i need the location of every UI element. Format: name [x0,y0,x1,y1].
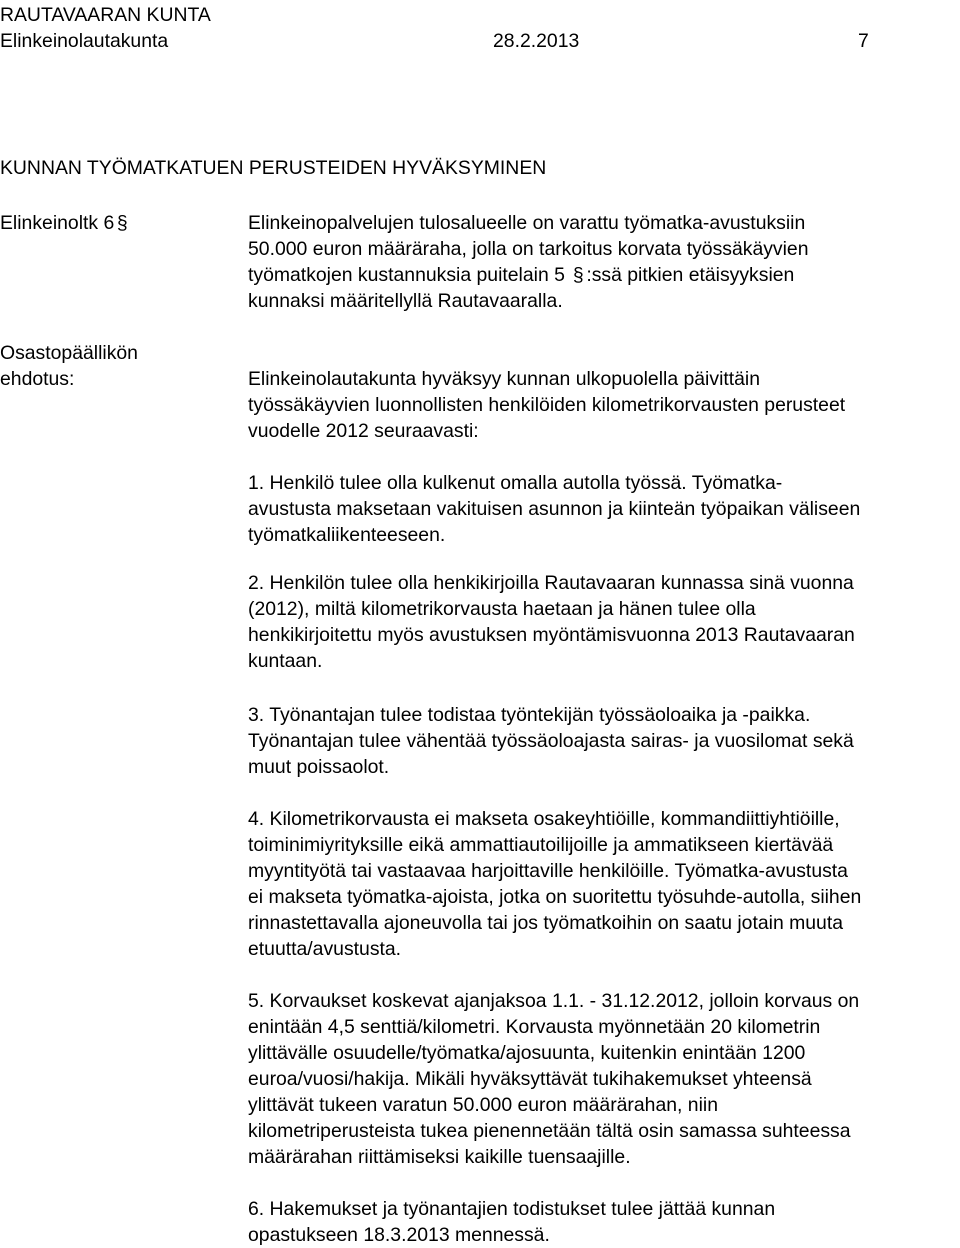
proposal-line: Elinkeinolautakunta hyväksyy kunnan ulkopuolella päivittäin [248,368,761,390]
section-symbol: § [116,212,128,234]
criteria-item-6 [248,1196,960,1248]
item-line: 1. Henkilö tulee olla kulkenut omalla autolla työssä. Työmatka- [248,472,783,494]
item-line: 2. Henkilön tulee olla henkikirjoilla Rautavaaran kunnassa sinä vuonna [248,572,854,594]
page-title: KUNNAN TYÖMATKATUEN PERUSTEIDEN HYVÄKSYMINEN [0,157,547,179]
intro-line: työmatkojen kustannuksia puitelain 5 § :ssä pitkien etäisyyksien [248,264,795,286]
proposal-label [0,340,138,392]
item-line: toiminimiyrityksille eikä ammattiautoilijoille ja ammatikseen kiertävää [248,834,834,856]
item-line: 4. Kilometrikorvausta ei makseta osakeyhtiöille, kommandiittiyhtiöille, [248,808,840,830]
item-line: enintään 4,5 senttiä/kilometri. Korvausta myönnetään 20 kilometrin [248,1016,821,1038]
item-line: kuntaan. [248,650,323,672]
section-symbol: § [572,264,584,286]
proposal-line: työssäkäyvien luonnollisten henkilöiden kilometrikorvausten perusteet [248,394,846,416]
item-line: työmatkaliikenteeseen. [248,524,446,546]
item-line: etuutta/avustusta. [248,938,402,960]
committee-name: Elinkeinolautakunta [0,30,169,52]
criteria-item-4 [248,806,960,962]
item-line: henkikirjoitettu myös avustuksen myöntämisvuonna 2013 Rautavaaran [248,624,855,646]
item-line: avustusta maksetaan vakituisen asunnon ja kiinteän työpaikan väliseen [248,498,861,520]
item-line: Työnantajan tulee vähentää työssäoloajasta sairas- ja vuosilomat sekä [248,730,854,752]
item-line: ylittävälle osuudelle/työmatka/ajosuunta, kuitenkin enintään 1200 [248,1042,806,1064]
item-line: 3. Työnantajan tulee todistaa työntekijän työssäoloaika ja -paikka. [248,704,811,726]
page-number: 7 [858,30,869,52]
item-line: 6. Hakemukset ja työnantajien todistukset tulee jättää kunnan [248,1198,776,1220]
item-line: opastukseen 18.3.2013 mennessä. [248,1224,550,1246]
section-reference [0,210,130,236]
proposal-line: vuodelle 2012 seuraavasti: [248,420,479,442]
item-line: ei makseta työmatka-ajoista, jotka on suoritettu työsuhde-autolla, siihen [248,886,862,908]
criteria-item-1 [248,470,960,548]
intro-line: kunnaksi määritellyllä Rautavaaralla. [248,290,563,312]
item-line: (2012), miltä kilometrikorvausta haetaan ja hänen tulee olla [248,598,756,620]
item-line: rinnastettavalla ajoneuvolla tai jos työmatkoihin on saatu jotain muuta [248,912,844,934]
intro-paragraph [248,210,960,314]
item-line: määrärahan riittämiseksi kaikille tuensaajille. [248,1146,631,1168]
intro-line: 50.000 euron määräraha, jolla on tarkoitus korvata työssäkäyvien [248,238,809,260]
intro-line: Elinkeinopalvelujen tulosalueelle on varattu työmatka-avustuksiin [248,212,806,234]
item-line: kilometriperusteista tukea pienennetään tältä osin samassa suhteessa [248,1120,851,1142]
criteria-item-2 [248,570,960,674]
section-reference-label: Elinkeinoltk 6 [0,212,115,234]
item-line: euroa/vuosi/hakija. Mikäli hyväksyttävät tukihakemukset yhteensä [248,1068,812,1090]
proposal-label-line: ehdotus: [0,368,75,390]
item-line: muut poissaolot. [248,756,390,778]
item-line: 5. Korvaukset koskevat ajanjaksoa 1.1. - 31.12.2012, jolloin korvaus on [248,990,860,1012]
document-date: 28.2.2013 [493,30,580,52]
organization-name: RAUTAVAARAN KUNTA [0,4,211,26]
proposal-label-line: Osastopäällikön [0,342,138,364]
criteria-item-3 [248,702,960,780]
proposal-paragraph [248,366,960,444]
item-line: myyntityötä tai vastaavaa harjoittaville henkilöille. Työmatka-avustusta [248,860,848,882]
item-line: ylittävät tukeen varatun 50.000 euron määrärahan, niin [248,1094,718,1116]
criteria-item-5 [248,988,960,1170]
